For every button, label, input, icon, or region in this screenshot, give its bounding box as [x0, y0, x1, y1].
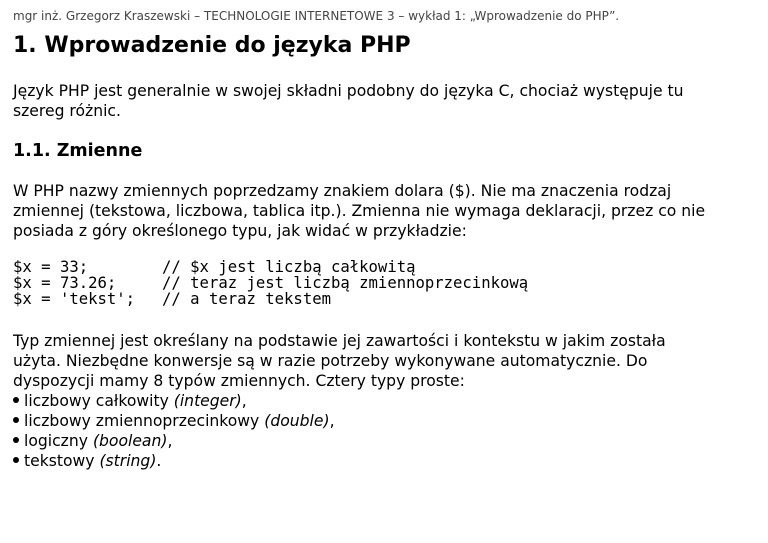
type-term: (double) — [264, 412, 330, 430]
bullet-icon — [13, 437, 19, 443]
item-punctuation: , — [329, 412, 335, 430]
types-paragraph — [13, 331, 743, 391]
code-line — [13, 275, 528, 291]
code-line — [13, 291, 528, 307]
item-punctuation: . — [156, 452, 162, 470]
list-item — [13, 391, 335, 411]
code-comment: // teraz jest liczbą zmiennoprzecinkową — [162, 274, 529, 292]
code-statement: $x = 73.26; — [13, 274, 117, 292]
running-header: mgr inż. Grzegorz Kraszewski – TECHNOLOGIE INTERNETOWE 3 – wykład 1: „Wprowadzenie do PHP”. — [13, 9, 620, 23]
code-example — [13, 259, 528, 307]
type-name: liczbowy zmiennoprzecinkowy — [24, 412, 265, 430]
list-item — [13, 431, 335, 451]
type-name: logiczny — [24, 432, 93, 450]
type-term: (integer) — [173, 392, 242, 410]
code-comment: // a teraz tekstem — [162, 290, 331, 308]
variables-paragraph — [13, 181, 743, 241]
list-item — [13, 411, 335, 431]
bullet-icon — [13, 417, 19, 423]
types-list — [13, 391, 335, 471]
type-name: liczbowy całkowity — [24, 392, 174, 410]
list-item — [13, 451, 335, 471]
type-term: (boolean) — [92, 432, 168, 450]
item-punctuation: , — [241, 392, 247, 410]
types-line: użyta. Niezbędne konwersje są w razie potrzeby wykonywane automatycznie. Do — [13, 352, 648, 370]
type-term: (string) — [99, 452, 157, 470]
variables-line: W PHP nazwy zmiennych poprzedzamy znakiem dolara ($). Nie ma znaczenia rodzaj — [13, 182, 672, 200]
code-comment: // $x jest liczbą całkowitą — [162, 258, 416, 276]
variables-line: posiada z góry określonego typu, jak widać w przykładzie: — [13, 222, 467, 240]
variables-line: zmiennej (tekstowa, liczbowa, tablica itp.). Zmienna nie wymaga deklaracji, przez co nie — [13, 202, 706, 220]
bullet-icon — [13, 457, 19, 463]
item-punctuation: , — [167, 432, 173, 450]
code-statement: $x = 33; — [13, 258, 89, 276]
types-line: Typ zmiennej jest określany na podstawie jej zawartości i kontekstu w jakim została — [13, 332, 666, 350]
intro-line: szereg różnic. — [13, 102, 121, 120]
code-line — [13, 259, 528, 275]
subsection-title: 1.1. Zmienne — [13, 141, 143, 161]
type-name: tekstowy — [24, 452, 100, 470]
types-line: dyspozycji mamy 8 typów zmiennych. Cztery typy proste: — [13, 372, 465, 390]
code-statement: $x = 'tekst'; — [13, 290, 136, 308]
section-title: 1. Wprowadzenie do języka PHP — [13, 33, 411, 58]
intro-paragraph — [13, 81, 743, 121]
bullet-icon — [13, 397, 19, 403]
intro-line: Język PHP jest generalnie w swojej składni podobny do języka C, chociaż występuje tu — [13, 82, 684, 100]
